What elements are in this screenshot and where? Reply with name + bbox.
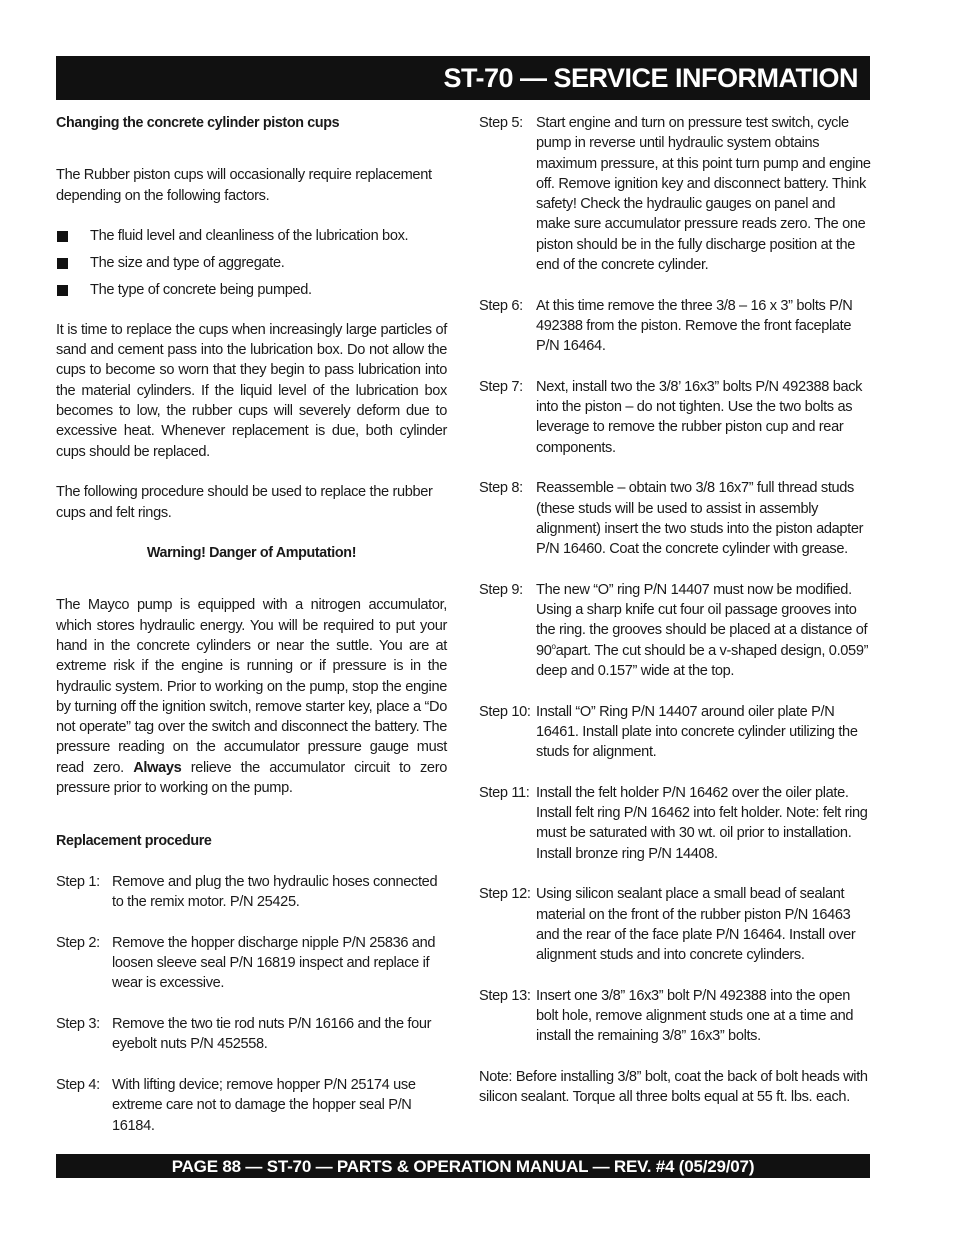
step-text: Remove the two tie rod nuts P/N 16166 and the four eyebolt nuts P/N 452558. xyxy=(112,1016,432,1053)
safety-text: The Mayco pump is equipped with a nitrogen accumulator, which stores hydraulic energy. You will be required to put your hand in the concrete cylinders or near the suttle. You are at extreme risk if the engine is running or if pressure is in the hydraulic system. Prior to working on the pump, stop the engine by turning off the ignition switch, remove starter key, place a “Do not operate” tag over the switch and disconnect the battery. The pressure reading on the accumulator pressure gauge must read zero. xyxy=(56,597,447,776)
step-item xyxy=(479,783,871,864)
step-label: Step 9: xyxy=(479,581,523,598)
step-label: Step 8: xyxy=(479,480,523,497)
step-text xyxy=(536,580,871,681)
safety-text-end: relieve the accumulator circuit to zero pressure prior to working on the pump. xyxy=(56,759,447,797)
bullet-item xyxy=(56,226,447,246)
step-label: Step 11: xyxy=(479,784,530,801)
step-label: Step 3: xyxy=(56,1016,100,1033)
page-footer: PAGE 88 — ST-70 — PARTS & OPERATION MANUAL — REV. #4 (05/29/07) xyxy=(171,1157,755,1176)
safety-paragraph xyxy=(56,595,447,798)
step-text: With lifting device; remove hopper P/N 25174 use extreme care not to damage the hopper seal P/N 16184. xyxy=(112,1076,416,1134)
square-bullet-icon xyxy=(57,231,68,242)
step-text-part: apart. The cut should be a v-shaped design, 0.059” deep and 0.157” wide at the top. xyxy=(536,642,869,680)
square-bullet-icon xyxy=(57,285,68,296)
step-label: Step 5: xyxy=(479,115,523,131)
header-bar xyxy=(56,56,870,100)
section-heading: Changing the concrete cylinder piston cups xyxy=(56,115,340,131)
bullet-text: The size and type of aggregate. xyxy=(90,254,285,271)
bullet-text: The type of concrete being pumped. xyxy=(90,281,312,298)
degree-superscript: o xyxy=(551,641,556,651)
step-item xyxy=(479,580,871,681)
step-label: Step 6: xyxy=(479,297,523,314)
step-item xyxy=(479,113,871,275)
step-text: Next, install two the 3/8’ 16x3” bolts P/N 492388 back into the piston – do not tighten. Use the two bolts as leverage to remove the rubber piston cup and rear components. xyxy=(536,378,863,456)
bullet-item xyxy=(56,253,447,273)
step-label: Step 4: xyxy=(56,1076,100,1093)
safety-emphasis: Always xyxy=(133,759,182,776)
step-text: Reassemble – obtain two 3/8 16x7” full thread studs (these studs will be used to assist in assembly alignment) insert the two studs into the piston adapter P/N 16460. Coat the concrete cylinder with grease. xyxy=(536,480,864,558)
step-item xyxy=(56,933,447,994)
bullet-text: The fluid level and cleanliness of the lubrication box. xyxy=(90,227,409,244)
step-text: Remove the hopper discharge nipple P/N 25836 and loosen sleeve seal P/N 16819 inspect and replace if wear is excessive. xyxy=(112,934,436,992)
intro-paragraph: The Rubber piston cups will occasionally require replacement depending on the following factors. xyxy=(56,167,432,204)
bullet-item xyxy=(56,280,447,300)
step-item xyxy=(479,296,871,357)
step-item xyxy=(479,377,871,458)
step-text: Install the felt holder P/N 16462 over the oiler plate. Install felt ring P/N 16462 into felt holder. Note: felt ring must be saturated with 30 wt. oil prior to installation. Install bronze ring P/N 14408. xyxy=(536,784,868,862)
warning-heading: Warning! Danger of Amputation! xyxy=(146,545,357,562)
procedure-paragraph: The following procedure should be used to replace the rubber cups and felt rings. xyxy=(56,484,433,521)
step-item xyxy=(56,872,447,913)
step-item xyxy=(56,1014,447,1055)
step-item xyxy=(479,702,871,763)
replacement-procedure-heading: Replacement procedure xyxy=(56,833,212,850)
left-column xyxy=(56,113,447,1136)
step-item xyxy=(479,884,871,965)
step-item xyxy=(479,986,871,1047)
step-label: Step 12: xyxy=(479,886,531,903)
step-item xyxy=(56,1075,447,1136)
step-label: Step 7: xyxy=(479,378,523,395)
step-label: Step 2: xyxy=(56,934,100,951)
step-label: Step 13: xyxy=(479,987,531,1004)
step-text-part: The new “O” ring P/N 14407 must now be modified. Using a sharp knife cut four oil passage grooves into the ring. the grooves should be placed at a distance of 90 xyxy=(536,581,868,659)
step-text: Using silicon sealant place a small bead of sealant material on the front of the rubber piston P/N 16463 and the rear of the face plate P/N 16464. Install over alignment studs and into concrete cylinders. xyxy=(536,886,856,964)
step-label: Step 10: xyxy=(479,703,531,720)
step-text: Start engine and turn on pressure test switch, cycle pump in reverse until hydraulic system obtains maximum pressure, at this point turn pump and engine off. Remove ignition key and disconnect battery. Think safety! Check the hydraulic gauges on panel and make sure accumulator pressure reads zero. The one piston should be in the fully discharge position at the end of the concrete cylinder. xyxy=(536,115,871,274)
step-label: Step 1: xyxy=(56,873,100,890)
step-text: At this time remove the three 3/8 – 16 x 3” bolts P/N 492388 from the piston. Remove the front faceplate P/N 16464. xyxy=(536,297,853,355)
step-text: Install “O” Ring P/N 14407 around oiler plate P/N 16461. Install plate into concrete cylinder utilizing the studs for alignment. xyxy=(536,703,858,761)
right-column xyxy=(479,113,871,1108)
footer-bar xyxy=(56,1154,870,1178)
step-text: Insert one 3/8” 16x3” bolt P/N 492388 into the open bolt hole, remove alignment studs one at a time and install the remaining 3/8” 16x3” bolts. xyxy=(536,987,854,1045)
square-bullet-icon xyxy=(57,258,68,269)
step-text: Remove and plug the two hydraulic hoses connected to the remix motor. P/N 25425. xyxy=(112,873,438,911)
step-item xyxy=(479,478,871,559)
page-title: ST-70 — SERVICE INFORMATION xyxy=(443,63,858,93)
note-paragraph: Note: Before installing 3/8” bolt, coat the back of bolt heads with silicon sealant. Torque all three bolts equal at 55 ft. lbs. each. xyxy=(479,1068,868,1106)
replacement-paragraph: It is time to replace the cups when increasingly large particles of sand and cement pass into the lubrication box. Do not allow the cups to become so worn that they begin to pass lubrication into the material cylinders. If the liquid level of the lubrication box becomes to low, the rubber cups will severely deform due to excessive heat. Whenever replacement is due, both cylinder cups should be replaced. xyxy=(56,321,447,460)
